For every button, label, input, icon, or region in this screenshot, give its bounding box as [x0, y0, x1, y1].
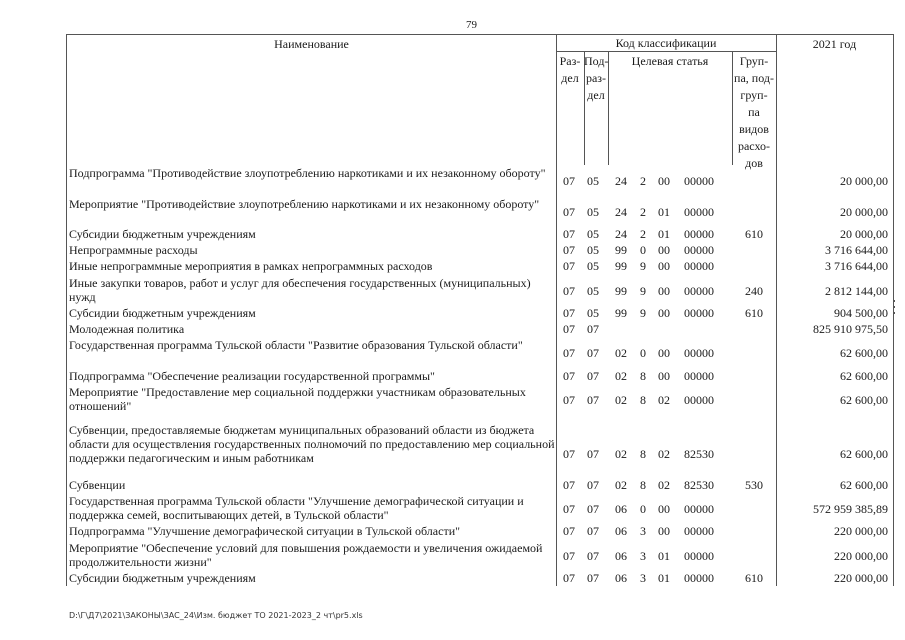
- row-name: Подпрограмма "Противодействие злоупотреблению наркотиками и их незаконному обороту": [69, 166, 546, 180]
- row-code-c3: 02: [658, 446, 670, 461]
- row-code-pr: 07: [587, 322, 599, 337]
- row-code-vr: 610: [745, 227, 763, 241]
- row-code-c4: 00000: [684, 393, 714, 408]
- row-code-pr: 07: [587, 368, 599, 383]
- row-code-pr: 07: [587, 393, 599, 408]
- row-code-c4: 00000: [684, 524, 714, 539]
- row-code-r: 07: [563, 259, 575, 274]
- row-code-c2: 2: [640, 204, 646, 219]
- table-row: [67, 165, 893, 196]
- row-code-r: 07: [563, 524, 575, 539]
- table-row: [67, 196, 893, 227]
- row-code-pr: 05: [587, 283, 599, 298]
- row-code-c3: 01: [658, 571, 670, 585]
- row-code-c4: 00000: [684, 571, 714, 585]
- row-name: Субсидии бюджетным учреждениям: [69, 306, 256, 321]
- row-code-vr: 240: [745, 283, 763, 298]
- row-code-r: 07: [563, 446, 575, 461]
- row-sum: 20 000,00: [840, 204, 888, 219]
- row-name: Мероприятие "Предоставление мер социальной поддержки участникам образовательных отношений": [69, 385, 526, 414]
- row-code-c3: 01: [658, 227, 670, 241]
- row-code-pr: 05: [587, 174, 599, 188]
- row-code-c4: 00000: [684, 243, 714, 258]
- row-code-c1: 06: [615, 524, 627, 539]
- row-sum: 220 000,00: [834, 571, 888, 585]
- row-code-c2: 0: [640, 501, 646, 516]
- row-sum: 904 500,00: [834, 306, 888, 321]
- header-code: Код классификации: [615, 36, 717, 50]
- row-code-r: 07: [563, 243, 575, 258]
- table-row: [67, 570, 893, 586]
- row-code-c1: 99: [615, 259, 627, 274]
- row-code-r: 07: [563, 322, 575, 337]
- row-code-c1: 02: [615, 393, 627, 408]
- header-razdel: Раз- дел: [559, 54, 581, 85]
- table-row: [67, 305, 893, 321]
- row-code-c3: 02: [658, 477, 670, 492]
- row-code-r: 07: [563, 204, 575, 219]
- table-body: [67, 165, 893, 586]
- row-code-c2: 9: [640, 283, 646, 298]
- row-code-pr: 07: [587, 524, 599, 539]
- row-sum: 220 000,00: [834, 524, 888, 539]
- row-sum: 62 600,00: [840, 393, 888, 408]
- row-code-c2: 8: [640, 393, 646, 408]
- page-number: 79: [466, 19, 477, 31]
- row-code-c4: 00000: [684, 174, 714, 188]
- row-code-pr: 07: [587, 571, 599, 585]
- row-code-c3: 00: [658, 346, 670, 361]
- row-code-c2: 3: [640, 571, 646, 585]
- row-code-r: 07: [563, 346, 575, 361]
- file-path-footer: D:\Г\Д7\2021\ЗАКОНЫ\ЗАС_24\Изм. бюджет ТО 2021-2023_2 чт\pr5.xls: [69, 611, 363, 620]
- row-name: Мероприятие "Противодействие злоупотреблению наркотиками и их незаконному обороту": [69, 196, 540, 211]
- header-group: Груп- па, под- груп- па видов расхо- дов: [734, 54, 774, 170]
- row-sum: 62 600,00: [840, 368, 888, 383]
- row-code-c4: 82530: [684, 446, 714, 461]
- row-code-r: 07: [563, 393, 575, 408]
- row-code-c3: 00: [658, 283, 670, 298]
- row-code-c3: 00: [658, 501, 670, 516]
- row-code-c2: 3: [640, 524, 646, 539]
- row-name: Иные непрограммные мероприятия в рамках непрограммных расходов: [69, 259, 433, 274]
- row-sum: 2 812 144,00: [825, 283, 888, 298]
- row-sum: 3 716 644,00: [825, 243, 888, 258]
- row-code-c1: 99: [615, 306, 627, 321]
- row-name: Подпрограмма "Улучшение демографической ситуации в Тульской области": [69, 524, 461, 539]
- row-code-r: 07: [563, 306, 575, 321]
- row-code-c3: 00: [658, 243, 670, 258]
- row-code-c4: 82530: [684, 477, 714, 492]
- table-row: [67, 242, 893, 258]
- row-code-c1: 02: [615, 446, 627, 461]
- row-name: Субсидии бюджетным учреждениям: [69, 571, 256, 585]
- table-row: [67, 275, 893, 306]
- row-code-r: 07: [563, 227, 575, 241]
- table-row: [67, 258, 893, 274]
- row-code-c2: 2: [640, 174, 646, 188]
- row-code-c1: 24: [615, 227, 627, 241]
- row-code-pr: 05: [587, 306, 599, 321]
- row-code-c1: 24: [615, 204, 627, 219]
- header-year: 2021 год: [812, 37, 857, 51]
- row-code-r: 07: [563, 548, 575, 563]
- row-sum: 20 000,00: [840, 174, 888, 188]
- row-code-pr: 05: [587, 227, 599, 241]
- row-code-pr: 07: [587, 477, 599, 492]
- row-code-pr: 07: [587, 446, 599, 461]
- row-sum: 62 600,00: [840, 477, 888, 492]
- row-code-c3: 00: [658, 174, 670, 188]
- row-code-vr: 610: [745, 571, 763, 585]
- row-sum: 20 000,00: [840, 227, 888, 241]
- row-code-pr: 05: [587, 259, 599, 274]
- row-code-c1: 06: [615, 571, 627, 585]
- row-name: Государственная программа Тульской области "Развитие образования Тульской области": [69, 338, 523, 353]
- row-code-c2: 8: [640, 446, 646, 461]
- row-code-pr: 07: [587, 501, 599, 516]
- table-row: [67, 477, 893, 493]
- row-code-c3: 01: [658, 204, 670, 219]
- row-code-c3: 00: [658, 524, 670, 539]
- row-code-c4: 00000: [684, 501, 714, 516]
- row-code-c1: 24: [615, 174, 627, 188]
- row-name: Субвенции: [69, 477, 126, 492]
- row-code-r: 07: [563, 501, 575, 516]
- row-code-pr: 07: [587, 548, 599, 563]
- budget-table: [66, 34, 894, 586]
- row-sum: 3 716 644,00: [825, 259, 888, 274]
- row-code-c4: 00000: [684, 548, 714, 563]
- table-row: [67, 384, 893, 415]
- row-code-c2: 2: [640, 227, 646, 241]
- row-name: Иные закупки товаров, работ и услуг для обеспечения государственных (муниципальных) нужд: [69, 275, 531, 304]
- table-row: [67, 493, 893, 524]
- row-code-c4: 00000: [684, 368, 714, 383]
- row-sum: 825 910 975,50: [813, 322, 888, 337]
- row-code-c2: 0: [640, 346, 646, 361]
- row-name: Субсидии бюджетным учреждениям: [69, 227, 256, 241]
- row-code-c3: 00: [658, 306, 670, 321]
- row-code-c1: 06: [615, 501, 627, 516]
- row-code-c3: 00: [658, 259, 670, 274]
- row-code-c4: 00000: [684, 227, 714, 241]
- row-code-c3: 00: [658, 368, 670, 383]
- row-code-pr: 05: [587, 243, 599, 258]
- row-code-c1: 99: [615, 243, 627, 258]
- row-name: Подпрограмма "Обеспечение реализации государственной программы": [69, 368, 435, 383]
- row-code-c3: 01: [658, 548, 670, 563]
- row-code-c2: 8: [640, 477, 646, 492]
- row-code-r: 07: [563, 368, 575, 383]
- row-code-vr: 610: [745, 306, 763, 321]
- row-code-c2: 9: [640, 306, 646, 321]
- row-name: Мероприятие "Обеспечение условий для повышения рождаемости и увеличения ожидаемой продолжительности жизни": [69, 540, 543, 569]
- header-target: Целевая статья: [631, 54, 709, 68]
- table-row: [67, 337, 893, 368]
- row-code-r: 07: [563, 477, 575, 492]
- row-code-c4: 00000: [684, 259, 714, 274]
- table-row: [67, 415, 893, 477]
- row-name: Молодежная политика: [69, 322, 185, 337]
- row-code-c1: 02: [615, 346, 627, 361]
- row-sum: 572 959 385,89: [813, 501, 888, 516]
- header-name: Наименование: [274, 37, 349, 51]
- row-code-c4: 00000: [684, 283, 714, 298]
- row-code-c1: 99: [615, 283, 627, 298]
- table-row: [67, 321, 893, 337]
- row-code-pr: 05: [587, 204, 599, 219]
- row-code-c2: 9: [640, 259, 646, 274]
- row-code-c4: 00000: [684, 204, 714, 219]
- row-code-c1: 02: [615, 368, 627, 383]
- row-code-r: 07: [563, 571, 575, 585]
- row-name: Непрограммные расходы: [69, 243, 198, 258]
- row-code-c2: 3: [640, 548, 646, 563]
- table-row: [67, 523, 893, 539]
- row-sum: 62 600,00: [840, 346, 888, 361]
- row-code-c2: 0: [640, 243, 646, 258]
- table-row: [67, 226, 893, 242]
- row-code-c2: 8: [640, 368, 646, 383]
- row-code-r: 07: [563, 174, 575, 188]
- header-podrazdel: Под- раз- дел: [584, 54, 609, 102]
- row-sum: 220 000,00: [834, 548, 888, 563]
- row-code-c1: 02: [615, 477, 627, 492]
- row-code-c4: 00000: [684, 346, 714, 361]
- row-name: Государственная программа Тульской области "Улучшение демографической ситуации и поддержка семей, воспитывающих детей, в Тульской области": [69, 493, 524, 522]
- margin-mark: [893, 300, 895, 328]
- row-code-vr: 530: [745, 477, 763, 492]
- row-code-c4: 00000: [684, 306, 714, 321]
- row-name: Субвенции, предоставляемые бюджетам муниципальных образований области из бюджета области для осуществления государственных полномочий по предоставлению мер социальной поддержки педагогическим и иным работникам: [69, 422, 555, 465]
- row-sum: 62 600,00: [840, 446, 888, 461]
- row-code-c1: 06: [615, 548, 627, 563]
- table-header: [67, 35, 893, 170]
- table-row: [67, 540, 893, 571]
- table-row: [67, 368, 893, 384]
- row-code-pr: 07: [587, 346, 599, 361]
- row-code-c3: 02: [658, 393, 670, 408]
- row-code-r: 07: [563, 283, 575, 298]
